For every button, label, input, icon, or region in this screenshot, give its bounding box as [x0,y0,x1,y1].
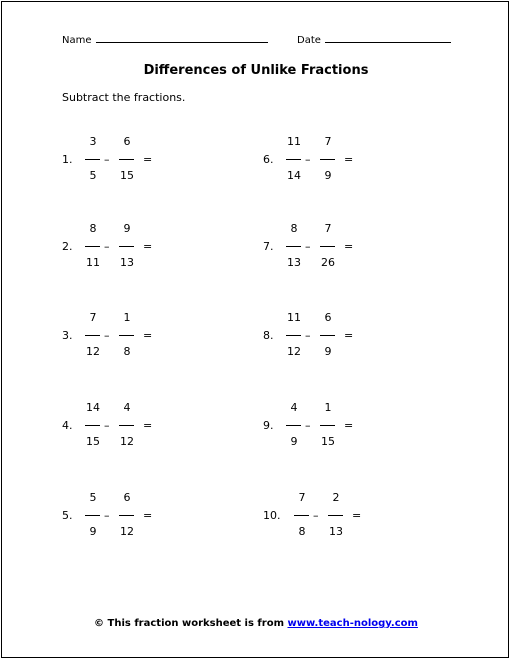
fraction-bar [320,425,335,426]
numerator: 2 [332,491,340,504]
numerator: 7 [298,491,306,504]
equals-sign: = [143,240,153,253]
problem-item [263,135,413,185]
second-fraction [116,491,138,541]
denominator: 12 [287,345,301,358]
fraction-bar [85,335,100,336]
problem-item [263,222,413,272]
numerator: 1 [324,401,332,414]
first-fraction [82,491,104,541]
problem-number: 7. [263,240,274,253]
numerator: 8 [290,222,298,235]
numerator: 1 [123,311,131,324]
name-field [62,32,268,46]
numerator: 9 [123,222,131,235]
denominator: 15 [120,169,134,182]
date-field [297,32,451,46]
first-fraction [82,311,104,361]
fraction-bar [85,246,100,247]
fraction-bar [119,159,134,160]
second-fraction [325,491,347,541]
numerator: 7 [324,222,332,235]
denominator: 13 [287,256,301,269]
equals-sign: = [352,509,362,522]
problem-number: 10. [263,509,281,522]
fraction-bar [320,159,335,160]
problem-item [62,401,212,451]
problem-item [263,401,413,451]
fraction-bar [119,425,134,426]
footer-text: © This fraction worksheet is from [94,618,284,629]
name-label: Name [62,35,92,46]
fraction-bar [119,246,134,247]
second-fraction [116,311,138,361]
numerator: 7 [324,135,332,148]
footer [2,618,510,629]
second-fraction [317,401,339,451]
numerator: 6 [123,491,131,504]
first-fraction [291,491,313,541]
minus-sign: – [104,509,110,522]
minus-sign: – [104,240,110,253]
name-blank-line [96,32,268,43]
first-fraction [82,135,104,185]
denominator: 12 [86,345,100,358]
date-label: Date [297,35,321,46]
fraction-bar [286,246,301,247]
numerator: 4 [290,401,298,414]
denominator: 8 [123,345,131,358]
minus-sign: – [104,329,110,342]
problem-number: 4. [62,419,73,432]
fraction-bar [85,159,100,160]
equals-sign: = [344,329,354,342]
denominator: 12 [120,435,134,448]
fraction-bar [320,335,335,336]
fraction-bar [286,425,301,426]
first-fraction [283,311,305,361]
problem-item [263,311,413,361]
minus-sign: – [313,509,319,522]
problem-number: 1. [62,153,73,166]
numerator: 5 [89,491,97,504]
problem-number: 2. [62,240,73,253]
second-fraction [116,222,138,272]
denominator: 9 [324,169,332,182]
denominator: 11 [86,256,100,269]
denominator: 9 [290,435,298,448]
equals-sign: = [344,153,354,166]
denominator: 26 [321,256,335,269]
second-fraction [317,311,339,361]
denominator: 13 [120,256,134,269]
denominator: 13 [329,525,343,538]
problem-number: 5. [62,509,73,522]
first-fraction [82,222,104,272]
fraction-bar [85,425,100,426]
date-blank-line [325,32,451,43]
problem-number: 6. [263,153,274,166]
second-fraction [317,222,339,272]
denominator: 14 [287,169,301,182]
fraction-bar [286,159,301,160]
problem-item [62,222,212,272]
denominator: 8 [298,525,306,538]
fraction-bar [328,515,343,516]
problem-item [62,491,212,541]
first-fraction [283,135,305,185]
denominator: 9 [89,525,97,538]
fraction-bar [85,515,100,516]
minus-sign: – [305,419,311,432]
numerator: 11 [287,311,301,324]
first-fraction [283,222,305,272]
first-fraction [283,401,305,451]
numerator: 7 [89,311,97,324]
minus-sign: – [305,329,311,342]
numerator: 6 [123,135,131,148]
fraction-bar [119,515,134,516]
numerator: 14 [86,401,100,414]
second-fraction [317,135,339,185]
denominator: 5 [89,169,97,182]
equals-sign: = [143,419,153,432]
minus-sign: – [104,153,110,166]
problem-item [263,491,413,541]
equals-sign: = [344,240,354,253]
numerator: 3 [89,135,97,148]
minus-sign: – [104,419,110,432]
fraction-bar [119,335,134,336]
denominator: 15 [86,435,100,448]
equals-sign: = [143,153,153,166]
fraction-bar [286,335,301,336]
problem-item [62,311,212,361]
instructions: Subtract the fractions. [62,91,186,104]
numerator: 8 [89,222,97,235]
worksheet-title: Differences of Unlike Fractions [143,63,369,78]
denominator: 12 [120,525,134,538]
fraction-bar [294,515,309,516]
second-fraction [116,401,138,451]
numerator: 6 [324,311,332,324]
problem-number: 3. [62,329,73,342]
minus-sign: – [305,153,311,166]
minus-sign: – [305,240,311,253]
first-fraction [82,401,104,451]
problem-item [62,135,212,185]
equals-sign: = [344,419,354,432]
second-fraction [116,135,138,185]
footer-link[interactable]: www.teach-nology.com [287,618,418,629]
fraction-bar [320,246,335,247]
denominator: 9 [324,345,332,358]
problem-number: 9. [263,419,274,432]
numerator: 4 [123,401,131,414]
worksheet-page [1,1,509,658]
equals-sign: = [143,329,153,342]
problem-number: 8. [263,329,274,342]
equals-sign: = [143,509,153,522]
denominator: 15 [321,435,335,448]
numerator: 11 [287,135,301,148]
